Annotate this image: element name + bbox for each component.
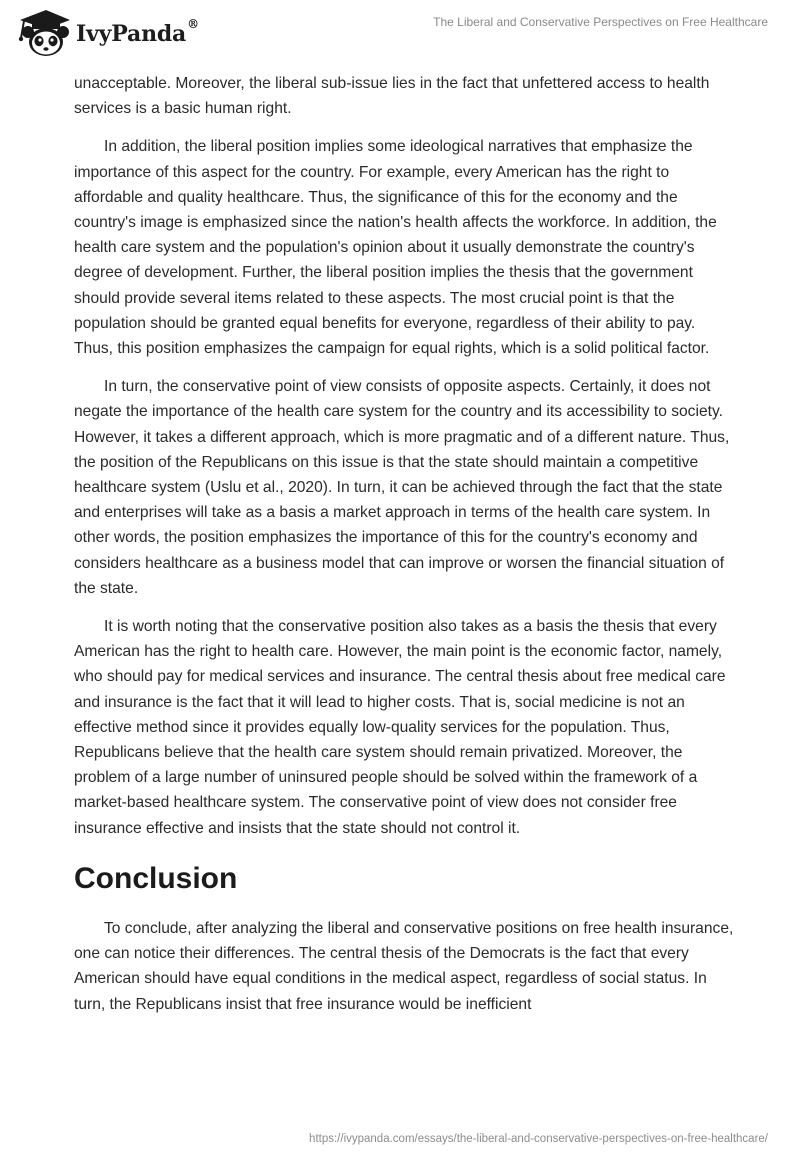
logo-text: IvyPanda®: [76, 17, 199, 47]
paragraph-liberal-narratives: In addition, the liberal position implies some ideological narratives that emphasize the importance of this aspect for the country. For example, every American has the right to affordable and quality healthcare. Thus, the significance of this for the economy and the country's image is emphasized since the nation's health affects the workforce. In addition, the health care system and the population's opinion about it usually demonstrate the country's degree of development. Further, the liberal position implies the thesis that the government should provide several items related to these aspects. The most crucial point is that the population should be granted equal benefits for everyone, regardless of their ability to pay. Thus, this position emphasizes the campaign for equal rights, which is a solid political factor.: [74, 138, 717, 358]
panda-graduate-icon: [12, 8, 74, 58]
paragraph-conclusion: To conclude, after analyzing the liberal and conservative positions on free health insurance, one can notice their differences. The central thesis of the Democrats is the fact that every American should have equal conditions in the medical aspect, regardless of social status. In turn, the Republicans insist that free insurance would be inefficient: [74, 919, 734, 1013]
registered-mark: ®: [187, 17, 199, 31]
ivypanda-logo[interactable]: [12, 8, 199, 58]
paragraph-liberal-subissue: unacceptable. Moreover, the liberal sub-issue lies in the fact that unfettered access to health services is a basic human right.: [74, 75, 710, 118]
page-header: [0, 0, 800, 70]
source-url[interactable]: https://ivypanda.com/essays/the-liberal-and-conservative-perspectives-on-free-healthcare/: [309, 1133, 768, 1145]
essay-body: [74, 71, 734, 1030]
document-title: The Liberal and Conservative Perspectives on Free Healthcare: [433, 15, 768, 29]
paragraph-conservative-thesis: It is worth noting that the conservative position also takes as a basis the thesis that every American has the right to health care. However, the main point is the economic factor, namely, who should pay for medical services and insurance. The central thesis about free medical care and insurance is the fact that it will lead to higher costs. That is, social medicine is not an effective method since it provides equally low-quality services for the population. Thus, Republicans believe that the health care system should remain privatized. Moreover, the problem of a large number of uninsured people should be solved within the framework of a market-based healthcare system. The conservative point of view does not consider free insurance effective and insists that the state should not control it.: [74, 618, 726, 837]
conclusion-heading: Conclusion: [74, 861, 238, 895]
paragraph-conservative-view: In turn, the conservative point of view consists of opposite aspects. Certainly, it does not negate the importance of the health care system for the country and its accessibility to society. However, it takes a different approach, which is more pragmatic and of a different nature. Thus, the position of the Republicans on this issue is that the state should maintain a competitive healthcare system (Uslu et al., 2020). In turn, it can be achieved through the fact that the state and enterprises will take as a basis a market approach in terms of the health care system. In other words, the position emphasizes the importance of this for the country's economy and considers healthcare as a business model that can improve or worsen the financial situation of the state.: [74, 378, 730, 597]
